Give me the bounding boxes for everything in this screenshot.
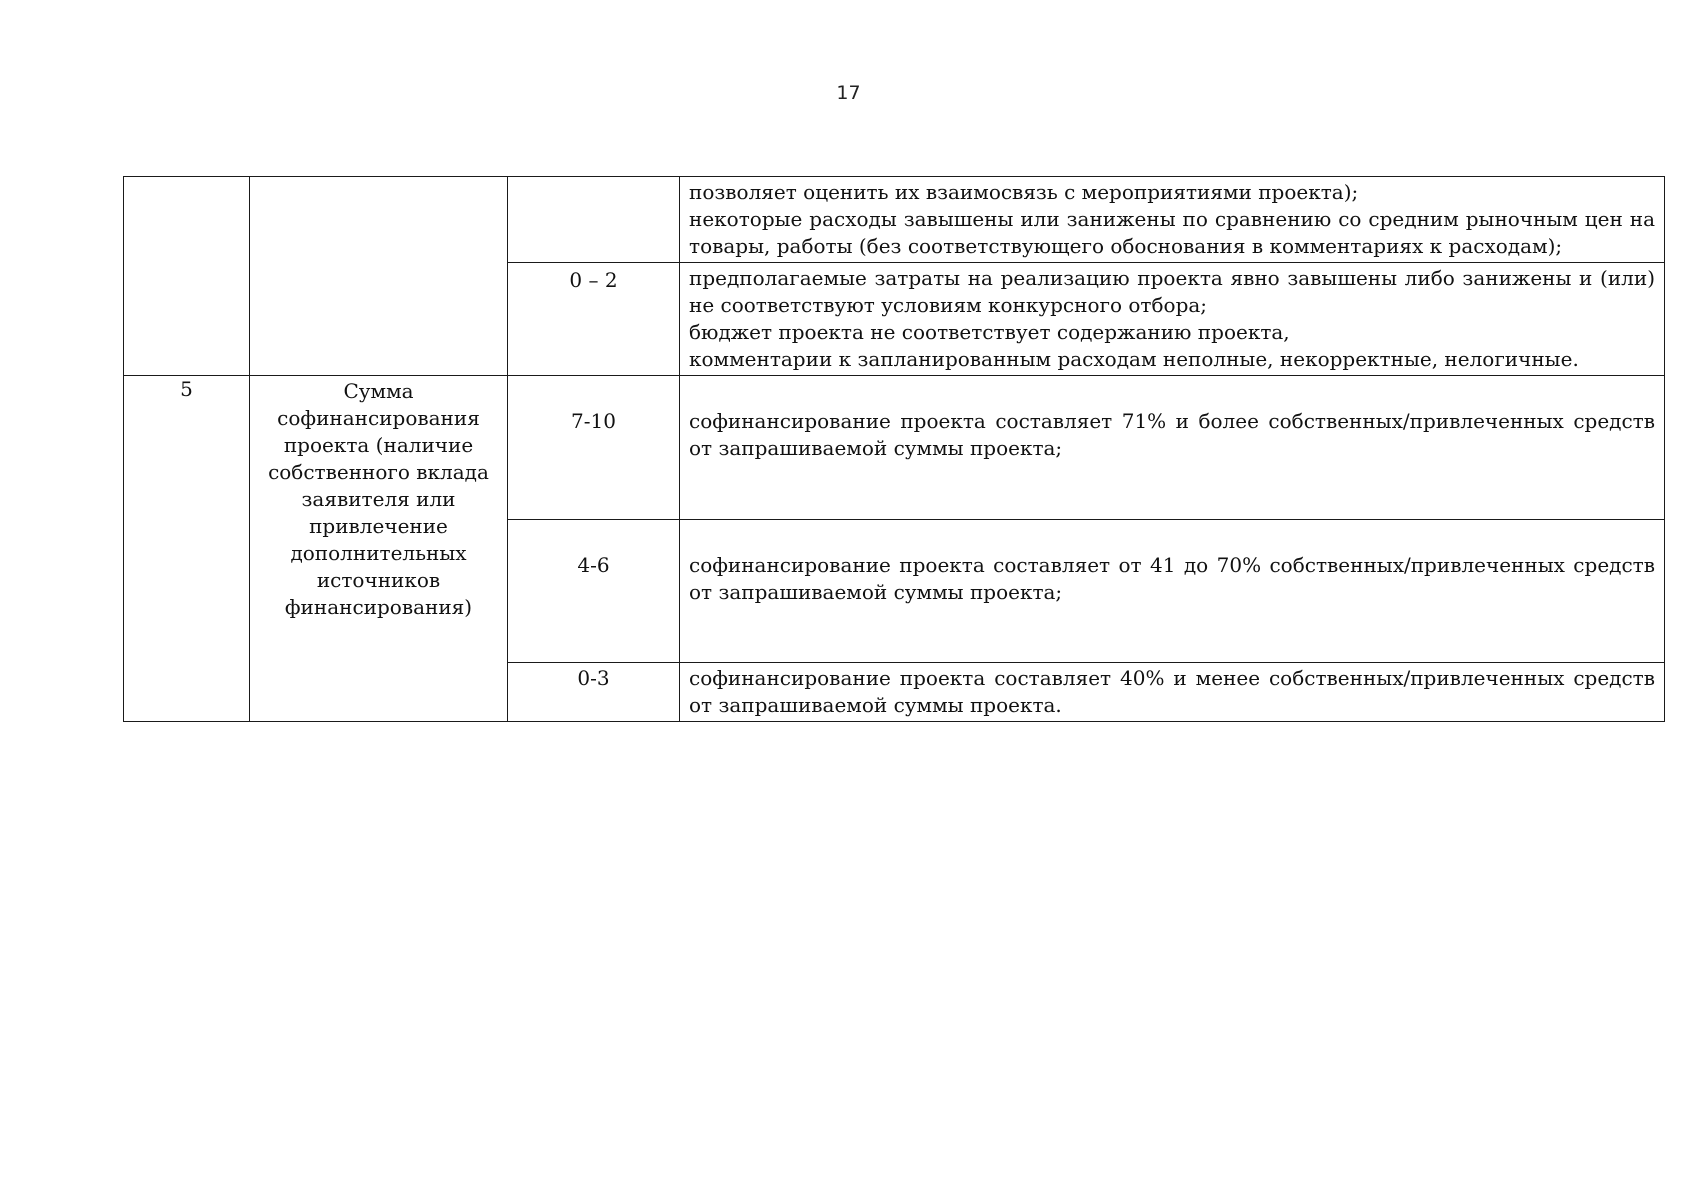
score-cell: 0 – 2 <box>508 263 680 376</box>
description-cell <box>680 263 1665 376</box>
description-line: софинансирование проекта составляет 71% и более собственных/привлеченных средств от запрашиваемой суммы проекта; <box>689 409 1655 460</box>
description-cell <box>680 376 1665 520</box>
score-cell: 7-10 <box>508 376 680 520</box>
criterion-number-cell: 5 <box>124 376 250 722</box>
page-number: 17 <box>836 82 861 104</box>
criterion-number-cell <box>124 177 250 376</box>
score-cell: 4-6 <box>508 520 680 663</box>
table-row <box>124 376 1665 520</box>
description-line: софинансирование проекта составляет от 41 до 70% собственных/привлеченных средств от запрашиваемой суммы проекта; <box>689 553 1655 604</box>
table-row <box>124 177 1665 263</box>
criteria-table <box>123 176 1665 722</box>
description-cell <box>680 177 1665 263</box>
description-line: софинансирование проекта составляет 40% и менее собственных/привлеченных средств от запрашиваемой суммы проекта. <box>689 666 1655 717</box>
criterion-name-cell: Сумма софинансирования проекта (наличие собственного вклада заявителя или привлечение дополнительных источников финансирования) <box>250 376 508 722</box>
description-cell <box>680 520 1665 663</box>
description-line: позволяет оценить их взаимосвязь с мероприятиями проекта); <box>689 180 1359 204</box>
description-cell <box>680 663 1665 722</box>
description-line: предполагаемые затраты на реализацию проекта явно завышены либо занижены и (или) не соответствуют условиям конкурсного отбора; <box>689 266 1655 317</box>
description-line: комментарии к запланированным расходам неполные, некорректные, нелогичные. <box>689 347 1579 371</box>
score-cell: 0-3 <box>508 663 680 722</box>
criterion-name-cell <box>250 177 508 376</box>
description-line: бюджет проекта не соответствует содержанию проекта, <box>689 320 1290 344</box>
score-cell <box>508 177 680 263</box>
description-line: некоторые расходы завышены или занижены по сравнению со средним рыночным цен на товары, работы (без соответствующего обоснования в комментариях к расходам); <box>689 207 1655 258</box>
